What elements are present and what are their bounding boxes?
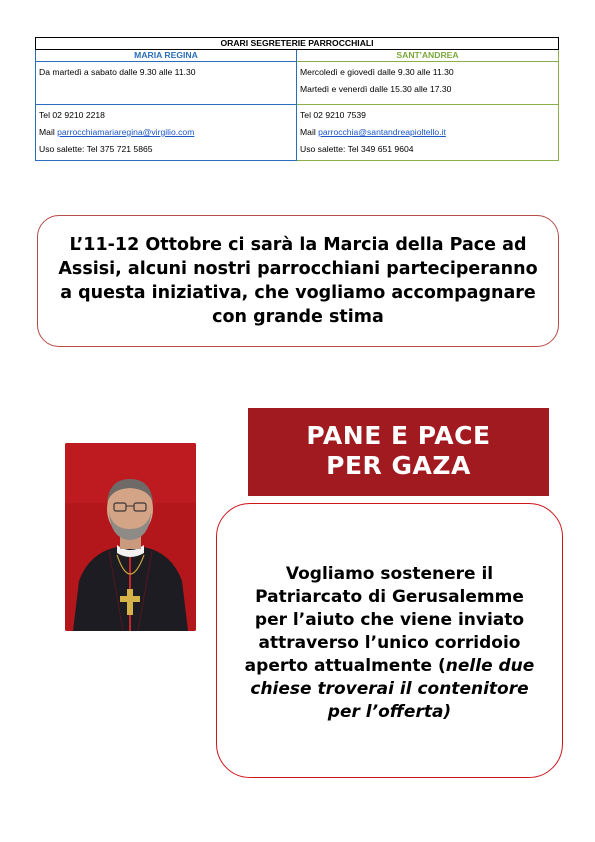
banner-line-2: PER GAZA (326, 451, 471, 480)
maria-regina-heading: MARIA REGINA (36, 50, 296, 62)
announcement-text: L’11-12 Ottobre ci sarà la Marcia della Pace ad Assisi, alcuni nostri parrocchiani parteciperanno a questa iniziativa, che vogliamo accompagnare con grande stima (58, 235, 538, 327)
schedule-line: Mercoledì e giovedì dalle 9.30 alle 11.30 (300, 67, 454, 77)
sant-andrea-contacts (297, 105, 558, 160)
appeal-text (239, 563, 540, 724)
appeal-italic-note: nelle due chiese troverai il contenitore per l’offerta) (250, 656, 535, 722)
maria-regina-contacts (36, 105, 296, 160)
banner-line-1: PANE E PACE (306, 421, 491, 450)
mail-label: Mail (300, 127, 319, 137)
salette-phone: Uso salette: Tel 349 651 9604 (300, 144, 414, 154)
patriarch-photo (65, 443, 196, 631)
sant-andrea-column (297, 50, 559, 161)
sant-andrea-heading: SANT'ANDREA (297, 50, 558, 62)
phone-number: Tel 02 9210 7539 (300, 110, 366, 120)
salette-phone: Uso salette: Tel 375 721 5865 (39, 144, 153, 154)
patriarch-illustration (65, 443, 196, 631)
maria-regina-schedule (36, 62, 296, 105)
mail-link[interactable]: parrocchia@santandreapioltello.it (318, 127, 446, 137)
table-title: ORARI SEGRETERIE PARROCCHIALI (35, 37, 559, 50)
mail-line (39, 124, 293, 141)
pane-e-pace-banner (248, 408, 549, 496)
schedule-line: Martedì e venerdì dalle 15.30 alle 17.30 (300, 84, 452, 94)
schedule-line: Da martedì a sabato dalle 9.30 alle 11.30 (39, 67, 196, 77)
maria-regina-column (35, 50, 297, 161)
mail-link[interactable]: parrocchiamariaregina@virgilio.com (57, 127, 195, 137)
peace-march-announcement (37, 215, 559, 347)
mail-label: Mail (39, 127, 58, 137)
phone-number: Tel 02 9210 2218 (39, 110, 105, 120)
sant-andrea-schedule (297, 62, 558, 105)
appeal-main-text: Vogliamo sostenere il Patriarcato di Gerusalemme per l’aiuto che viene inviato attraverso l’unico corridoio aperto attualmente ( (244, 564, 525, 676)
gaza-appeal-box (216, 503, 563, 778)
mail-line (300, 124, 555, 141)
office-hours-table (35, 37, 559, 161)
